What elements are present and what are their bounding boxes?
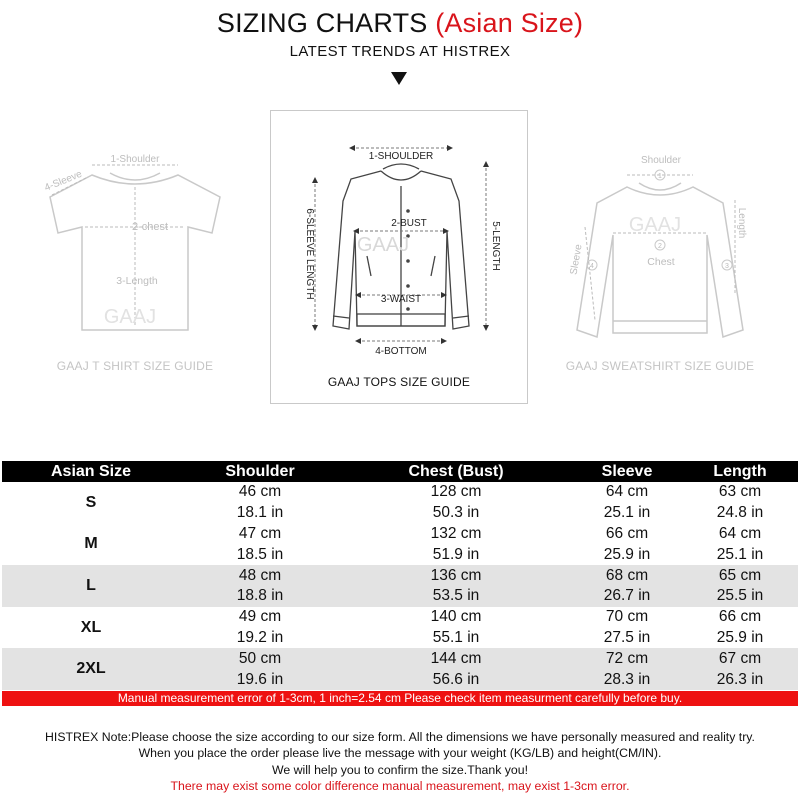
title-highlight: (Asian Size) [435, 8, 584, 38]
table-cell: 48 cm [180, 565, 340, 586]
table-cell: 24.8 in [716, 504, 764, 522]
note-line-2: When you place the order please live the message with your weight (KG/LB) and height(CM/IN). [138, 746, 662, 760]
table-cell: 51.9 in [432, 545, 480, 563]
table-cell: 64 cm [718, 524, 762, 542]
tshirt-chest-label: 2-chest [131, 221, 169, 233]
header-sleeve: Sleeve [572, 461, 682, 482]
table-cell: 144 cm [340, 648, 572, 669]
tops-sleeve-length-label: 6-SLEEVE LENGTH [304, 208, 315, 300]
note-line-4: There may exist some color difference manual measurement, may exist 1-3cm error. [170, 779, 630, 793]
sweatshirt-chest-label: Chest [647, 256, 675, 268]
table-cell: 25.5 in [682, 586, 798, 607]
tshirt-illustration [30, 145, 240, 355]
sweatshirt-size-guide [555, 145, 765, 385]
tshirt-size-guide [30, 145, 240, 385]
size-cell: S [85, 493, 97, 511]
header-size: Asian Size [2, 461, 180, 482]
tops-bust-label: 2-BUST [391, 218, 427, 229]
measurement-warning-bar: Manual measurement error of 1-3cm, 1 inch=2.54 cm Please check item measurment carefully before buy. [2, 691, 798, 706]
tops-length-label: 5-LENGTH [490, 221, 501, 271]
size-cell: M [84, 535, 98, 553]
table-cell: 25.9 in [603, 545, 651, 563]
page-subtitle: LATEST TRENDS AT HISTREX [289, 43, 511, 60]
table-cell: 25.1 in [603, 504, 651, 522]
sweatshirt-marker-4: 4 [590, 263, 594, 270]
sweatshirt-length-label: Length [736, 207, 747, 239]
sweatshirt-sleeve-label: Sleeve [568, 243, 585, 276]
tops-guide-caption: GAAJ TOPS SIZE GUIDE [327, 375, 471, 389]
tops-bottom-label: 4-BOTTOM [375, 346, 427, 357]
table-header-row [2, 461, 798, 482]
table-cell: 68 cm [572, 565, 682, 586]
tshirt-shoulder-label: 1-Shoulder [110, 154, 160, 165]
size-cell: 2XL [2, 648, 180, 690]
table-cell: 66 cm [718, 608, 762, 626]
sweatshirt-brand-watermark: GAAJ [628, 214, 682, 236]
page-title [0, 8, 800, 39]
table-cell: 27.5 in [603, 628, 651, 646]
table-cell: 46 cm [238, 483, 282, 501]
tshirt-length-label: 3-Length [116, 275, 158, 287]
table-cell: 50 cm [180, 648, 340, 669]
sweatshirt-guide-caption: GAAJ SWEATSHIRT SIZE GUIDE [565, 359, 755, 373]
header-shoulder: Shoulder [180, 461, 340, 482]
table-cell: 18.1 in [236, 504, 284, 522]
table-cell: 140 cm [430, 608, 482, 626]
table-cell: 66 cm [605, 524, 649, 542]
tshirt-brand-watermark: GAAJ [103, 306, 157, 328]
size-cell: XL [80, 618, 102, 636]
jacket-illustration [271, 111, 527, 371]
table-cell: 55.1 in [432, 628, 480, 646]
table-cell: 50.3 in [432, 504, 480, 522]
note-line-1: HISTREX Note:Please choose the size according to our size form. All the dimensions we have personally measured and reality try. [45, 730, 755, 744]
table-cell: 53.5 in [340, 586, 572, 607]
tops-waist-label: 3-WAIST [380, 294, 422, 305]
table-cell: 70 cm [605, 608, 649, 626]
table-cell: 18.5 in [236, 545, 284, 563]
sweatshirt-marker-1: 1 [658, 173, 662, 180]
table-cell: 72 cm [572, 648, 682, 669]
table-cell: 19.6 in [180, 669, 340, 690]
table-cell: 56.6 in [340, 669, 572, 690]
table-cell: 67 cm [682, 648, 798, 669]
tops-size-guide [270, 110, 528, 404]
table-cell: 128 cm [430, 483, 482, 501]
sweatshirt-shoulder-label: Shoulder [640, 155, 682, 166]
table-cell: 63 cm [718, 483, 762, 501]
table-cell: 65 cm [682, 565, 798, 586]
table-row-cm [2, 524, 798, 545]
table-cell: 19.2 in [236, 628, 284, 646]
table-row-cm [2, 482, 798, 503]
table-cell: 132 cm [430, 524, 482, 542]
tops-brand-watermark: GAAJ [356, 234, 410, 256]
tshirt-sleeve-label: 4-Sleeve [43, 168, 84, 194]
table-cell: 26.7 in [572, 586, 682, 607]
title-main: SIZING CHARTS [216, 8, 428, 38]
table-row-cm [2, 648, 798, 669]
table-cell: 136 cm [340, 565, 572, 586]
table-cell: 28.3 in [572, 669, 682, 690]
table-cell: 47 cm [238, 524, 282, 542]
table-cell: 25.1 in [716, 545, 764, 563]
tshirt-guide-caption: GAAJ T SHIRT SIZE GUIDE [56, 359, 214, 373]
table-cell: 49 cm [238, 608, 282, 626]
table-row-cm [2, 565, 798, 586]
header-length: Length [682, 461, 798, 482]
table-cell: 26.3 in [682, 669, 798, 690]
table-cell: 25.9 in [716, 628, 764, 646]
sweatshirt-illustration [555, 145, 765, 355]
sweatshirt-marker-2: 2 [658, 243, 662, 250]
table-row-cm [2, 607, 798, 628]
table-cell: 64 cm [605, 483, 649, 501]
sweatshirt-marker-3: 3 [725, 263, 729, 270]
size-cell: L [2, 565, 180, 607]
tops-shoulder-label: 1-SHOULDER [368, 151, 434, 162]
header-chest: Chest (Bust) [340, 461, 572, 482]
note-line-3: We will help you to confirm the size.Thank you! [271, 763, 529, 777]
down-arrow-icon [391, 72, 407, 85]
size-table [2, 461, 798, 690]
table-cell: 18.8 in [180, 586, 340, 607]
